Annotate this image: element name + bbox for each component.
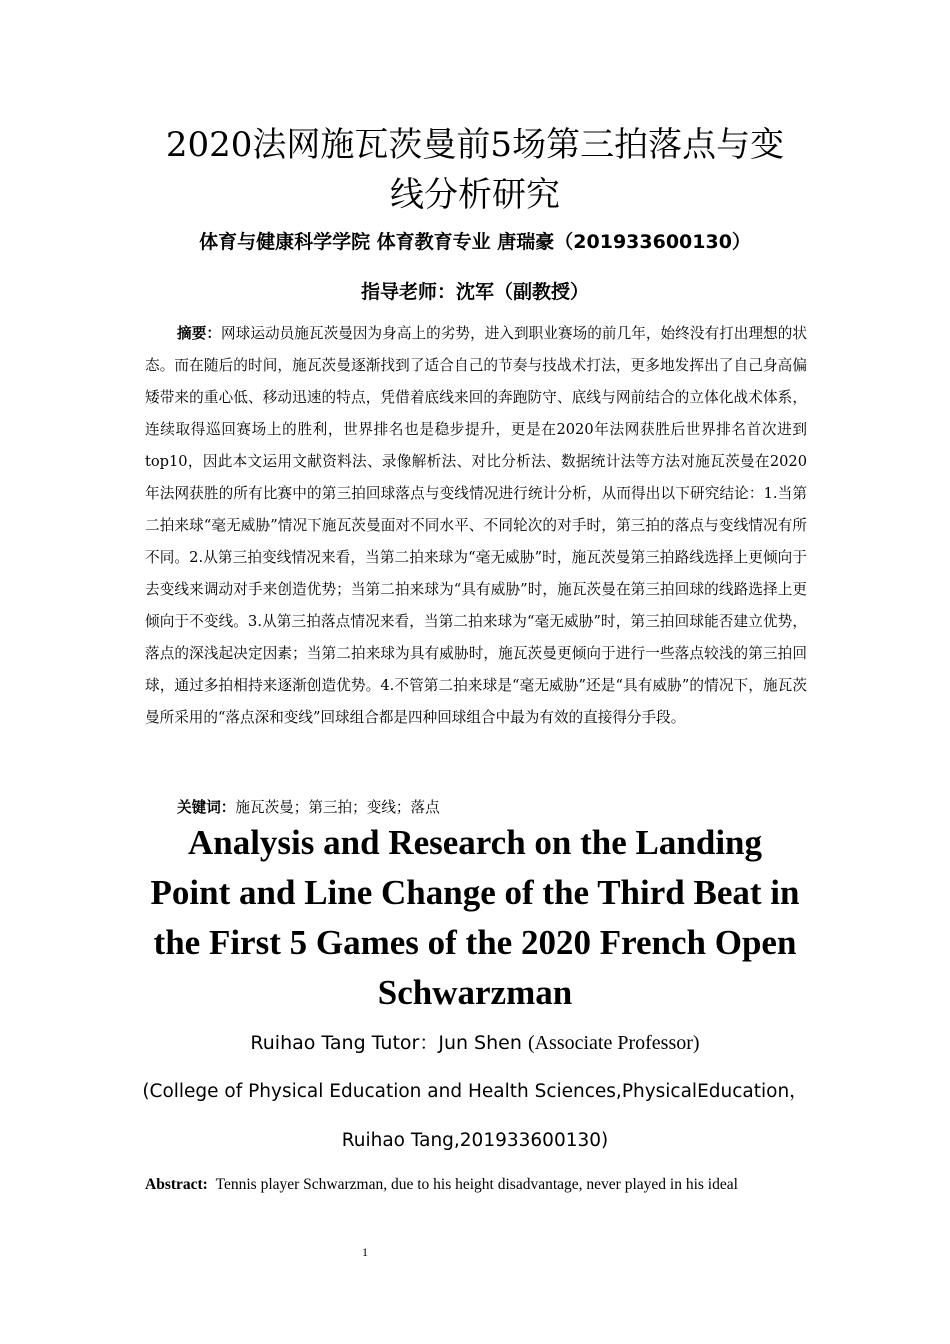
chinese-title-line-1: 2020法网施瓦茨曼前5场第三拍落点与变 [165, 125, 785, 165]
english-author-line [100, 1028, 850, 1058]
english-abstract [145, 1172, 825, 1198]
chinese-keywords-text: 施瓦茨曼；第三拍；变线；落点 [235, 799, 440, 816]
english-title-line-1: Analysis and Research on the Landing [187, 823, 763, 862]
chinese-abstract-label: 摘要： [177, 325, 222, 342]
chinese-affiliation: 体育与健康科学学院 体育教育专业 唐瑞豪（201933600130） [199, 231, 751, 253]
english-affiliation-line-1: (College of Physical Education and Health Sciences,PhysicalEducation， [142, 1081, 808, 1102]
english-abstract-label: Abstract: [145, 1176, 208, 1193]
english-affiliation-line-2: Ruihao Tang,201933600130) [341, 1130, 609, 1151]
chinese-abstract-text: 网球运动员施瓦茨曼因为身高上的劣势，进入到职业赛场的前几年，始终没有打出理想的状态。而在随后的时间，施瓦茨曼逐渐找到了适合自己的节奏与技战术打法，更多地发挥出了自己身高偏矮带来的重心低、移动迅速的特点，凭借着底线来回的奔跑防守、底线与网前结合的立体化战术体系，连续取得巡回赛场上的胜利，世界排名也是稳步提升，更是在2020年法网获胜后世界排名首次进到top10，因此本文运用文献资料法、录像解析法、对比分析法、数据统计法等方法对施瓦茨曼在2020年法网获胜的所有比赛中的第三拍回球落点与变线情况进行统计分析，从而得出以下研究结论：1.当第二拍来球“毫无威胁”情况下施瓦茨曼面对不同水平、不同轮次的对手时，第三拍的落点与变线情况有所不同。2.从第三拍变线情况来看，当第二拍来球为“毫无威胁”时，施瓦茨曼第三拍路线选择上更倾向于去变线来调动对手来创造优势；当第二拍来球为“具有威胁”时，施瓦茨曼在第三拍回球的线路选择上更倾向于不变线。3.从第三拍落点情况来看，当第二拍来球为“毫无威胁”时，第三拍回球能否建立优势，落点的深浅起决定因素；当第二拍来球为具有威胁时，施瓦茨曼更倾向于进行一些落点较浅的第三拍回球，通过多拍相持来逐渐创造优势。4.不管第二拍来球是“毫无威胁”还是“具有威胁”的情况下，施瓦茨曼所采用的“落点深和变线”回球组合都是四种回球组合中最为有效的直接得分手段。 [145, 325, 807, 726]
chinese-title [130, 120, 820, 220]
english-title-line-3: the First 5 Games of the 2020 French Open [153, 923, 797, 962]
english-tutor-rank: (Associate Professor) [527, 1032, 700, 1054]
english-title-line-4: Schwarzman [377, 973, 573, 1012]
chinese-title-line-2: 线分析研究 [390, 175, 560, 215]
english-title-line-2: Point and Line Change of the Third Beat in [150, 873, 800, 912]
english-abstract-text: Tennis player Schwarzman, due to his height disadvantage, never played in his ideal [215, 1176, 738, 1193]
chinese-keywords-label: 关键词： [177, 799, 236, 816]
chinese-tutor: 指导老师：沈军（副教授） [360, 281, 589, 303]
chinese-abstract [145, 318, 807, 734]
page-number: 1 [362, 1245, 368, 1259]
english-author-tutor: Ruihao Tang Tutor：Jun Shen [250, 1032, 528, 1054]
english-title [120, 818, 830, 1018]
